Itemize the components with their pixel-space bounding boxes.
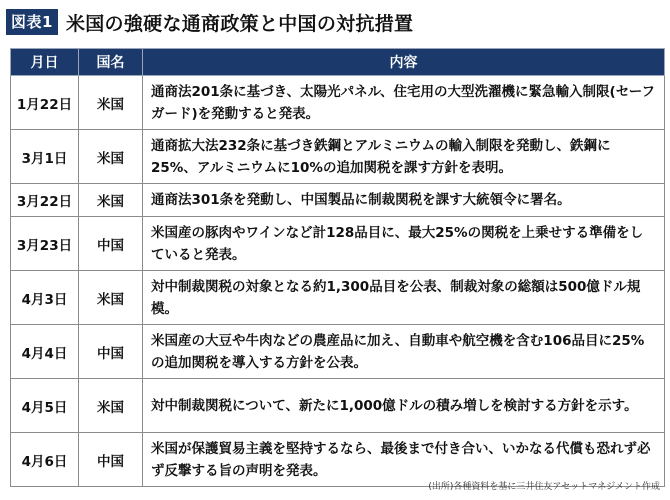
table-row (11, 217, 665, 271)
row-country: 中国 (79, 433, 143, 487)
row-content: 通商法201条に基づき、太陽光パネル、住宅用の大型洗濯機に緊急輸入制限(セーフガード)を発動すると発表。 (143, 76, 665, 130)
row-country: 米国 (79, 271, 143, 325)
row-date: 4月6日 (11, 433, 79, 487)
table-header-row (11, 49, 665, 76)
figure-title: 米国の強硬な通商政策と中国の対抗措置 (65, 12, 414, 35)
table-row (11, 379, 665, 433)
trade-measures-table (10, 48, 665, 487)
row-content: 米国産の大豆や牛肉などの農産品に加え、自動車や航空機を含む106品目に25%の追加関税を導入する方針を公表。 (143, 325, 665, 379)
row-date: 4月3日 (11, 271, 79, 325)
table-row (11, 76, 665, 130)
row-country: 米国 (79, 379, 143, 433)
row-content: 米国産の豚肉やワインなど計128品目に、最大25%の関税を上乗せする準備をしていると発表。 (143, 217, 665, 271)
source-note: (出所)各種資料を基に三井住友アセットマネジメント作成 (428, 482, 660, 492)
column-header-date: 月日 (11, 49, 79, 76)
row-content: 通商法301条を発動し、中国製品に制裁関税を課す大統領令に署名。 (143, 184, 665, 217)
row-content: 米国が保護貿易主義を堅持するなら、最後まで付き合い、いかなる代償も恐れず必ず反撃する旨の声明を発表。 (143, 433, 665, 487)
row-country: 米国 (79, 76, 143, 130)
row-content: 通商拡大法232条に基づき鉄鋼とアルミニウムの輸入制限を発動し、鉄鋼に25%、アルミニウムに10%の追加関税を課す方針を表明。 (143, 130, 665, 184)
column-header-country: 国名 (79, 49, 143, 76)
column-header-content: 内容 (143, 49, 665, 76)
row-content: 対中制裁関税について、新たに1,000億ドルの積み増しを検討する方針を示す。 (143, 379, 665, 433)
table-row (11, 325, 665, 379)
row-date: 3月1日 (11, 130, 79, 184)
table-row (11, 130, 665, 184)
row-date: 1月22日 (11, 76, 79, 130)
row-country: 米国 (79, 184, 143, 217)
row-country: 中国 (79, 217, 143, 271)
figure (6, 6, 664, 494)
row-date: 4月4日 (11, 325, 79, 379)
row-country: 中国 (79, 325, 143, 379)
table-row (11, 271, 665, 325)
table-row (11, 184, 665, 217)
figure-badge: 図表1 (6, 9, 58, 35)
row-content: 対中制裁関税の対象となる約1,300品目を公表、制裁対象の総額は500億ドル規模。 (143, 271, 665, 325)
row-country: 米国 (79, 130, 143, 184)
row-date: 4月5日 (11, 379, 79, 433)
row-date: 3月22日 (11, 184, 79, 217)
title-row (6, 6, 664, 38)
row-date: 3月23日 (11, 217, 79, 271)
